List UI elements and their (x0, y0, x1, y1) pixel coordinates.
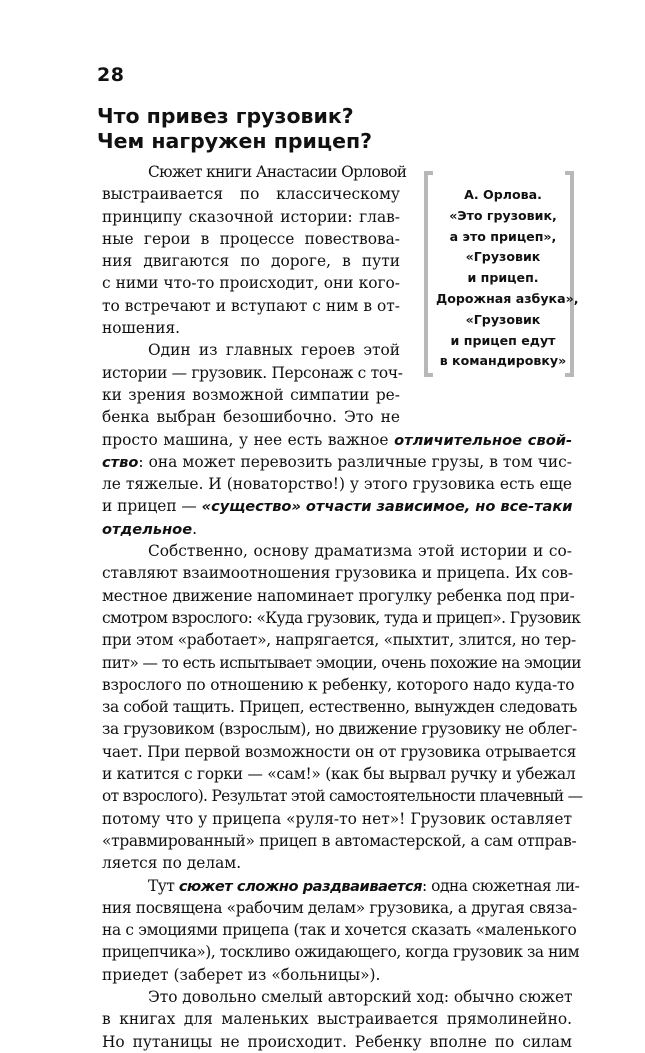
text-line: за грузовиком (взрослым), но движение грузовику не облег- (102, 720, 577, 739)
sidebar-line: Дорожная азбука», (436, 290, 579, 306)
sidebar-line: «Грузовик (465, 311, 541, 327)
emphasis-text: отличительное свой- (394, 431, 572, 449)
text-line: ляется по делам. (102, 854, 242, 873)
sidebar-line: и прицеп едут (450, 332, 556, 348)
text-line: то встречают и вступают с ним в от- (102, 296, 400, 315)
sidebar-line: в командировку» (439, 353, 567, 369)
text-line: истории — грузовик. Персонаж с точ- (102, 363, 403, 382)
text-line: и катится с горки — «сам!» (как бы вырвал ручку и убежал (102, 765, 576, 784)
text-line: на с эмоциями прицепа (так и хочется сказать «маленького (102, 921, 577, 940)
sidebar-line: а это прицеп», (449, 228, 557, 244)
text-line: «травмированный» прицеп в автомастерской, а сам отправ- (102, 831, 577, 850)
text-line: от взрослого). Результат этой самостоятельности плачевный — (102, 787, 583, 806)
text-line: чает. При первой возможности он от грузовика отрывается (102, 742, 577, 761)
text-line: прицепчика»), тоскливо ожидающего, когда грузовик за ним (102, 943, 580, 962)
section-heading (97, 104, 517, 154)
text-line (102, 451, 572, 473)
text-line: при этом «работает», напрягается, «пыхтит, злится, но тер- (102, 631, 576, 650)
text-line (102, 875, 580, 897)
book-reference-sidebar (424, 171, 579, 377)
sidebar-text (436, 185, 579, 372)
emphasis-text: ство (102, 453, 139, 471)
sidebar-line: А. Орлова. (464, 187, 542, 202)
text-line: ношения. (102, 319, 181, 338)
emphasis-text: сюжет сложно раздваивается (178, 877, 422, 895)
text-line: взрослого по отношению к ребенку, которого надо куда-то (102, 675, 575, 694)
text-line: смотром взрослого: «Куда грузовик, туда и прицеп». Грузовик (102, 608, 581, 627)
text-line: Один из главных героев этой (148, 341, 400, 360)
sidebar-line: «Грузовик (465, 249, 541, 265)
text-run: : она может перевозить различные грузы, в том чис- (138, 452, 572, 471)
text-run: : одна сюжетная ли- (422, 876, 580, 895)
heading-line: Чем нагружен прицеп? (97, 129, 373, 153)
text-line: за собой тащить. Прицеп, естественно, вынужден следовать (102, 698, 578, 717)
text-line: Сюжет книги Анастасии Орловой (148, 163, 407, 181)
sidebar-line: «Это грузовик, (449, 207, 557, 223)
emphasis-text: отдельное (102, 520, 193, 538)
heading-line: Что привез грузовик? (97, 104, 354, 128)
text-line (102, 518, 572, 540)
text-line: Но путаницы не происходит. Ребенку вполне по силам (102, 1032, 572, 1051)
sidebar-line: и прицеп. (467, 270, 539, 286)
text-line: ле тяжелые. И (новаторство!) у этого грузовика есть еще (102, 475, 572, 494)
text-line: приедет (заберет из «больницы»). (102, 965, 381, 984)
text-line: местное движение напоминает прогулку ребенка под при- (102, 586, 575, 605)
text-line: выстраивается по классическому (102, 185, 400, 204)
text-line (102, 495, 572, 517)
text-run: Тут (148, 876, 179, 895)
text-line: ки зрения возможной симпатии ре- (102, 385, 400, 404)
text-line: в книгах для маленьких выстраивается прямолинейно. (102, 1010, 572, 1029)
body-text-wide (102, 429, 583, 1053)
text-line: Собственно, основу драматизма этой истории и со- (148, 542, 572, 561)
text-line (102, 429, 572, 451)
text-line: бенка выбран безошибочно. Это не (102, 408, 400, 427)
sidebar-left-bracket (424, 171, 433, 377)
text-line: ные герои в процессе повествова- (102, 229, 400, 248)
text-line: Это довольно смелый авторский ход: обычно сюжет (148, 988, 573, 1007)
text-run: просто машина, у нее есть важное (102, 430, 395, 449)
text-line: ния посвящена «рабочим делам» грузовика, а другая связа- (102, 898, 577, 917)
emphasis-text: «существо» отчасти зависимое, но все-таки (201, 498, 573, 516)
text-line: принципу сказочной истории: глав- (102, 207, 400, 226)
text-line: с ними что-то происходит, они кого- (102, 274, 400, 293)
text-line: ставляют взаимоотношения грузовика и прицепа. Их сов- (102, 564, 573, 583)
page-number: 28 (97, 64, 125, 86)
text-line: ния двигаются по дороге, в пути (102, 252, 400, 271)
text-line: потому что у прицепа «руля-то нет»! Грузовик оставляет (102, 809, 572, 828)
text-line: пит» — то есть испытывает эмоции, очень похожие на эмоции (102, 653, 581, 672)
text-run: и прицеп — (102, 497, 202, 516)
body-text-narrow (102, 161, 407, 429)
text-run: . (192, 519, 197, 538)
